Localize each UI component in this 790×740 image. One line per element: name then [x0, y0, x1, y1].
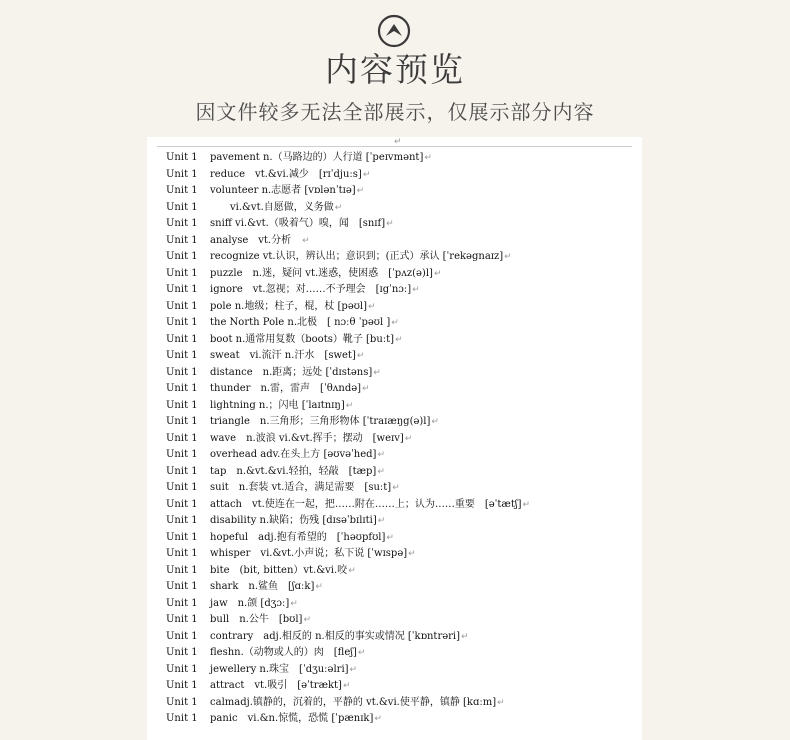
list-item — [166, 282, 636, 299]
page-title: 内容预览 — [325, 50, 465, 89]
return-mark-icon: ↵ — [394, 137, 402, 147]
unit-label: Unit 1 — [166, 696, 198, 708]
unit-label: Unit 1 — [166, 597, 198, 609]
list-item — [166, 200, 636, 217]
return-mark-icon: ↵ — [348, 565, 356, 576]
return-mark-icon: ↵ — [356, 186, 365, 196]
return-mark-icon: ↵ — [349, 664, 358, 675]
unit-label: Unit 1 — [166, 416, 198, 427]
return-mark-icon: ↵ — [395, 334, 403, 345]
unit-label: Unit 1 — [166, 267, 198, 279]
vocabulary-entry: fleshn.（动物或人的）肉 [fleʃ] — [210, 647, 357, 658]
circled-chevron-up-icon — [377, 14, 411, 48]
unit-label: Unit 1 — [166, 350, 198, 361]
return-mark-icon: ↵ — [373, 367, 381, 378]
list-item — [166, 216, 636, 233]
vocabulary-entry: lightning n.；闪电 [ˈlaɪtnɪŋ] — [210, 399, 345, 411]
list-item — [166, 183, 636, 200]
return-mark-icon: ↵ — [377, 450, 385, 460]
return-mark-icon: ↵ — [424, 153, 432, 163]
unit-label: Unit 1 — [166, 647, 198, 658]
unit-label: Unit 1 — [166, 498, 198, 510]
vocabulary-entry: tap n.&vt.&vi.轻拍，轻敲 [tæp] — [210, 465, 377, 477]
unit-label: Unit 1 — [166, 185, 198, 196]
list-item — [166, 530, 636, 547]
list-item — [166, 447, 636, 464]
return-mark-icon: ↵ — [386, 532, 394, 543]
unit-label: Unit 1 — [166, 531, 198, 543]
return-mark-icon: ↵ — [374, 714, 382, 724]
vocabulary-entry: pole n.地级；柱子，棍，杖 [pəʊl] — [210, 300, 368, 312]
unit-label: Unit 1 — [166, 465, 198, 477]
return-mark-icon: ↵ — [522, 499, 531, 510]
unit-label: Unit 1 — [166, 581, 198, 592]
unit-label: Unit 1 — [166, 218, 198, 229]
list-item — [166, 233, 636, 250]
unit-label: Unit 1 — [166, 663, 198, 675]
unit-label: Unit 1 — [166, 152, 198, 163]
return-mark-icon: ↵ — [497, 697, 505, 708]
unit-label: Unit 1 — [166, 383, 198, 394]
vocabulary-entry: vi.&vt.自愿做，义务做 — [210, 201, 334, 213]
vocabulary-entry: recognize vt.认识，辨认出；意识到；(正式）承认 [ˈrekəgnaɪz] — [210, 251, 504, 262]
list-item — [166, 167, 636, 184]
unit-label: Unit 1 — [166, 482, 198, 493]
page-subtitle: 因文件较多无法全部展示，仅展示部分内容 — [195, 100, 595, 124]
list-item — [166, 150, 636, 167]
return-mark-icon: ↵ — [356, 351, 365, 361]
unit-label: Unit 1 — [166, 168, 198, 180]
unit-label: Unit 1 — [166, 564, 198, 576]
vocabulary-entry: bull n.公牛 [bʊl] — [210, 614, 303, 625]
vocabulary-entry: boot n.通常用复数（boots）靴子 [buːt] — [210, 333, 395, 345]
list-item — [166, 546, 636, 563]
return-mark-icon: ↵ — [302, 235, 310, 246]
unit-label: Unit 1 — [166, 399, 198, 411]
list-item — [166, 497, 636, 514]
unit-label: Unit 1 — [166, 614, 198, 625]
list-item — [166, 299, 636, 316]
return-mark-icon: ↵ — [377, 516, 386, 526]
document-preview — [147, 137, 642, 740]
vocabulary-list — [166, 150, 636, 728]
return-mark-icon: ↵ — [431, 417, 439, 427]
vocabulary-entry: wave n.波浪 vi.&vt.挥手；摆动 [weɪv] — [210, 432, 404, 444]
list-item — [166, 563, 636, 580]
return-mark-icon: ↵ — [303, 615, 312, 625]
unit-label: Unit 1 — [166, 300, 198, 312]
return-mark-icon: ↵ — [386, 219, 394, 229]
vocabulary-entry: volunteer n.志愿者 [vɒlənˈtɪə] — [210, 185, 356, 196]
unit-label: Unit 1 — [166, 333, 198, 345]
return-mark-icon: ↵ — [368, 301, 376, 312]
unit-label: Unit 1 — [166, 284, 198, 295]
list-item — [166, 596, 636, 613]
list-item — [166, 266, 636, 283]
header-rule — [157, 146, 632, 147]
list-item — [166, 315, 636, 332]
return-mark-icon: ↵ — [334, 202, 343, 213]
return-mark-icon: ↵ — [342, 681, 351, 691]
unit-label: Unit 1 — [166, 449, 198, 460]
vocabulary-entry: thunder n.雷，雷声 [ˈθʌndə] — [210, 383, 362, 394]
unit-label: Unit 1 — [166, 366, 198, 378]
return-mark-icon: ↵ — [290, 598, 298, 609]
vocabulary-entry: disability n.缺陷；伤残 [dɪsəˈbɪlɪti] — [210, 515, 377, 526]
vocabulary-entry: distance n.距离；远处 [ˈdɪstəns] — [210, 366, 373, 378]
vocabulary-entry: attach vt.使连在一起，把……附在……上；认为……重要 [əˈtætʃ] — [210, 498, 522, 510]
list-item — [166, 695, 636, 712]
list-item — [166, 662, 636, 679]
return-mark-icon: ↵ — [315, 582, 323, 592]
list-item — [166, 348, 636, 365]
return-mark-icon: ↵ — [412, 285, 420, 295]
list-item — [166, 678, 636, 695]
vocabulary-entry: attract vt.吸引 [əˈtrækt] — [210, 680, 342, 691]
unit-label: Unit 1 — [166, 515, 198, 526]
return-mark-icon: ↵ — [362, 384, 370, 394]
list-item — [166, 513, 636, 530]
unit-label: Unit 1 — [166, 630, 198, 642]
unit-label: Unit 1 — [166, 251, 198, 262]
list-item — [166, 249, 636, 266]
return-mark-icon: ↵ — [404, 433, 413, 444]
list-item — [166, 464, 636, 481]
return-mark-icon: ↵ — [408, 549, 416, 559]
vocabulary-entry: the North Pole n.北极 [ nɔːθ ˈpəʊl ] — [210, 317, 391, 328]
vocabulary-entry: jaw n.颌 [dʒɔː] — [210, 597, 290, 609]
list-item — [166, 480, 636, 497]
vocabulary-entry: bite (bit, bitten）vt.&vi.咬 — [210, 564, 348, 576]
return-mark-icon: ↵ — [345, 400, 354, 411]
vocabulary-entry: suit n.套装 vt.适合，满足需要 [suːt] — [210, 482, 392, 493]
vocabulary-entry: ignore vt.忽视；对……不予理会 [ɪgˈnɔː] — [210, 284, 412, 295]
vocabulary-entry: shark n.鲨鱼 [ʃɑːk] — [210, 581, 315, 592]
return-mark-icon: ↵ — [392, 483, 400, 493]
list-item — [166, 381, 636, 398]
list-item — [166, 629, 636, 646]
unit-label: Unit 1 — [166, 317, 198, 328]
vocabulary-entry: calmadj.镇静的，沉着的，平静的 vt.&vi.使平静，镇静 [kɑːm] — [210, 696, 497, 708]
unit-label: Unit 1 — [166, 432, 198, 444]
vocabulary-entry: contrary adj.相反的 n.相反的事实或情况 [ˈkɒntrəri] — [210, 630, 461, 642]
list-item — [166, 398, 636, 415]
vocabulary-entry: overhead adv.在头上方 [əʊvəˈhed] — [210, 449, 377, 460]
vocabulary-entry: triangle n.三角形；三角形物体 [ˈtraɪæŋg(ə)l] — [210, 416, 431, 427]
vocabulary-entry: reduce vt.&vi.减少 [rɪˈdjuːs] — [210, 168, 362, 180]
vocabulary-entry: whisper vi.&vt.小声说；私下说 [ˈwɪspə] — [210, 548, 408, 559]
vocabulary-entry: jewellery n.珠宝 [ˈdʒuːəlri] — [210, 663, 349, 675]
return-mark-icon: ↵ — [391, 318, 399, 328]
list-item — [166, 431, 636, 448]
unit-label: Unit 1 — [166, 713, 198, 724]
list-item — [166, 414, 636, 431]
unit-label: Unit 1 — [166, 201, 198, 213]
unit-label: Unit 1 — [166, 548, 198, 559]
return-mark-icon: ↵ — [362, 169, 371, 180]
vocabulary-entry: analyse vt.分析 — [210, 234, 302, 246]
list-item — [166, 579, 636, 596]
list-item — [166, 332, 636, 349]
return-mark-icon: ↵ — [357, 648, 366, 658]
vocabulary-entry: sweat vi.流汗 n.汗水 [swet] — [210, 350, 356, 361]
return-mark-icon: ↵ — [377, 466, 385, 477]
list-item — [166, 612, 636, 629]
return-mark-icon: ↵ — [461, 631, 469, 642]
list-item — [166, 711, 636, 728]
vocabulary-entry: pavement n.（马路边的）人行道 [ˈpeɪvmənt] — [210, 152, 424, 163]
list-item — [166, 645, 636, 662]
unit-label: Unit 1 — [166, 234, 198, 246]
return-mark-icon: ↵ — [504, 252, 512, 262]
vocabulary-entry: hopeful adj.抱有希望的 [ˈhəʊpfʊl] — [210, 531, 386, 543]
list-item — [166, 365, 636, 382]
vocabulary-entry: sniff vi.&vt.（吸着气）嗅，闻 [snɪf] — [210, 218, 386, 229]
unit-label: Unit 1 — [166, 680, 198, 691]
vocabulary-entry: puzzle n.迷，疑问 vt.迷惑，使困惑 [ˈpʌz(ə)l] — [210, 267, 433, 279]
vocabulary-entry: panic vi.&n.惊慌，恐慌 [ˈpænɪk] — [210, 713, 374, 724]
return-mark-icon: ↵ — [433, 268, 442, 279]
